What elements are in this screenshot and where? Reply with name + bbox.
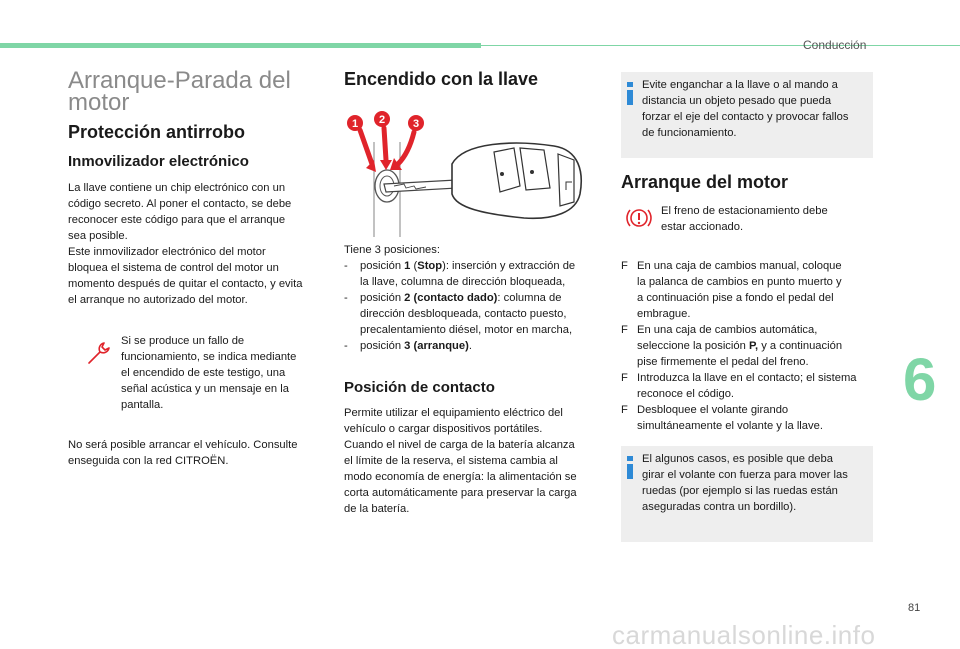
- heading-engine-start: Arranque del motor: [621, 172, 789, 192]
- page-title-line1: Arranque-Parada del: [68, 67, 291, 94]
- immobiliser-text: [68, 180, 328, 308]
- key-label-1: 1: [351, 118, 359, 130]
- position-2-item: - posición 2 (contacto dado): columna de dirección desbloqueada, contacto puesto, precalentamiento diésel, motor en marcha,: [344, 292, 573, 336]
- heading-key-ignition: Encendido con la llave: [344, 69, 539, 89]
- step-unlock-steering: F Desbloquee el volante girando simultáneamente el volante y la llave.: [621, 404, 823, 432]
- list-dash: -: [344, 340, 348, 352]
- watermark: carmanualsonline.info: [612, 620, 876, 649]
- immobiliser-paragraph: La llave contiene un chip electrónico con un código secreto. Al poner el contacto, se debe reconocer este código para que el arranque sea posible. Este inmovilizador electrónico del motor bloquea el sistema de control del motor un momento después de quitar el contacto, y evita el arranque no autorizado del motor.: [68, 182, 303, 306]
- heading-antitheft: Protección antirrobo: [68, 122, 246, 142]
- heading-contact-position: Posición de contacto: [344, 379, 495, 396]
- bullet-marker: F: [621, 404, 628, 416]
- bullet-marker: F: [621, 372, 628, 384]
- page-title: [68, 67, 318, 116]
- info-box-steering: [621, 446, 873, 542]
- info-key-weight-text: Evite enganchar a la llave o al mando a distancia un objeto pesado que pueda forzar el eje del contacto y provocar fallos de funcionamiento.: [642, 79, 849, 139]
- info-steering-text: El algunos casos, es posible que deba girar el volante con fuerza para mover las ruedas (por ejemplo si las ruedas están aseguradas contra un bordillo).: [642, 453, 848, 513]
- warning-text: [121, 333, 321, 413]
- step-manual-gearbox: F En una caja de cambios manual, coloque la palanca de cambios en punto muerto y a continuación pise a fondo el pedal del embrague.: [621, 260, 842, 320]
- header-accent-bar: [0, 43, 481, 48]
- section-title: Conducción: [803, 38, 867, 52]
- contact-position-text: [344, 405, 606, 517]
- bullet-marker: F: [621, 260, 628, 272]
- engine-start-steps: [621, 258, 876, 434]
- chapter-number: 6: [903, 346, 937, 413]
- info-icon: [627, 82, 633, 106]
- list-dash: -: [344, 292, 348, 304]
- key-illustration: [344, 102, 604, 242]
- parking-brake-icon: [625, 204, 653, 232]
- info-icon: [627, 456, 633, 480]
- header-rule: [481, 45, 960, 46]
- list-dash: -: [344, 260, 348, 272]
- citroen-network-paragraph: No será posible arrancar el vehículo. Consulte enseguida con la red CITROËN.: [68, 439, 298, 467]
- step-insert-key: F Introduzca la llave en el contacto; el sistema reconoce el código.: [621, 372, 857, 400]
- positions-intro: Tiene 3 posiciones:: [344, 244, 440, 256]
- bullet-marker: F: [621, 324, 628, 336]
- positions-block: [344, 242, 606, 354]
- citroen-network-text: [68, 437, 328, 469]
- page-title-line2: motor: [68, 89, 130, 116]
- position-1-item: - posición 1 (Stop): inserción y extracción de la llave, columna de dirección bloqueada,: [344, 260, 576, 288]
- contact-position-paragraph: Permite utilizar el equipamiento eléctrico del vehículo o cargar dispositivos portátiles. Cuando el nivel de carga de la batería alcanza el límite de la reserva, el sistema cambia al modo economía de energía: la alimentación se corta automáticamente para preservar la carga de la batería.: [344, 407, 577, 515]
- info-box-key-weight: [621, 72, 873, 158]
- heading-immobiliser: Inmovilizador electrónico: [68, 153, 249, 170]
- warning-paragraph: Si se produce un fallo de funcionamiento, se indica mediante el encendido de este testigo, una señal acústica y un mensaje en la pantalla.: [121, 335, 297, 411]
- key-label-2: 2: [378, 114, 386, 126]
- step-automatic-gearbox: F En una caja de cambios automática, seleccione la posición P, y a continuación pise firmemente el pedal del freno.: [621, 324, 843, 368]
- key-label-3: 3: [412, 118, 420, 130]
- brake-note-text: El freno de estacionamiento debe estar accionado.: [661, 205, 828, 233]
- wrench-warning-icon: [86, 340, 112, 366]
- position-3-item: - posición 3 (arranque).: [344, 340, 472, 352]
- page-number: 81: [908, 602, 921, 614]
